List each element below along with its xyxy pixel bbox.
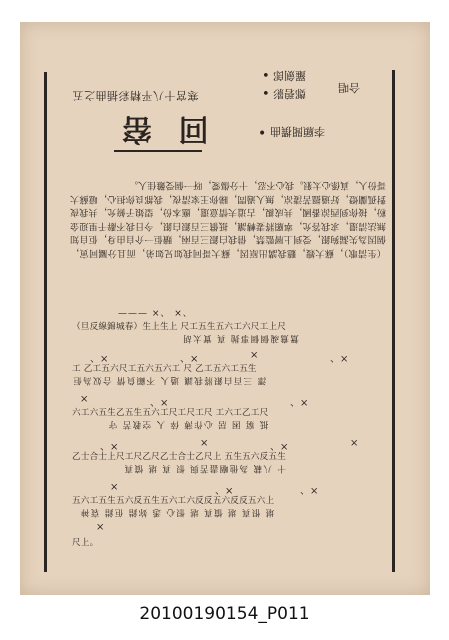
notation-row	[72, 362, 266, 387]
notation-notes: 六工六五生乙五生五六工尺工尺工尺 工六工乙工尺	[72, 408, 269, 418]
beat-mark-icon: 、×	[270, 442, 289, 453]
notation-row	[72, 450, 286, 475]
notation-lyrics: 澤 三百白銀將我讓 過人 不顧負情 合奴為佢	[72, 375, 267, 385]
notation-row	[72, 536, 98, 548]
beat-mark-icon: 、×	[150, 398, 169, 409]
beat-mark-icon: ×	[96, 522, 105, 533]
bullet-icon: •	[262, 68, 270, 84]
beat-mark-icon: ×	[200, 438, 209, 449]
bullet-icon: •	[258, 126, 267, 142]
archive-caption: 20100190154_P011	[139, 604, 310, 624]
notation-row	[72, 494, 274, 519]
singer-name: 羅劍郎	[272, 69, 306, 82]
beat-mark-icon: 、×	[100, 442, 119, 453]
series-header: 寒宮十八平精彩插曲之五	[72, 89, 199, 102]
duet-label: 合唱	[338, 81, 360, 94]
beat-mark-icon: ×	[350, 438, 359, 449]
beat-mark-icon: 、×	[180, 354, 199, 365]
singer-credits	[262, 68, 306, 102]
singer-name: 鄭碧影	[272, 87, 306, 100]
notation-lyrics: 鴛鴦魂個個事抛 真 實太胡	[182, 333, 299, 343]
beat-mark-icon: 、×	[90, 354, 109, 365]
notation-lyrics: 十 八載 為他嗰盡苦與 恨 真 堪 憤真	[123, 463, 286, 473]
beat-mark-icon: 、×	[330, 354, 349, 365]
beat-mark-icon: ×	[80, 394, 89, 405]
notation-row	[72, 320, 299, 345]
arranger-credit: 李願聞撰曲	[270, 125, 325, 138]
notation-row	[72, 406, 268, 431]
notation-notes: 乙士合士上尺工尺乙尺乙士合士乙尺上 五生五六反五生	[72, 452, 286, 462]
bullet-icon: •	[262, 86, 270, 102]
notation-lyrics: 抵 窮 困 居 心作薄 倖 人 空教苦 守	[107, 419, 269, 429]
notation-notes: 五六工五生五六反五生五六工六反反五六反反五六上	[72, 496, 275, 506]
song-title: 回 窑	[114, 111, 209, 146]
beat-mark-icon: 、×	[215, 486, 234, 497]
divider-marks: ——— ×、 ×、	[118, 309, 193, 319]
right-border-rule	[392, 70, 395, 572]
left-border-rule	[44, 72, 47, 572]
title-underline	[114, 150, 202, 152]
beat-mark-icon: ×	[110, 482, 119, 493]
notation-lyrics: 堪 恨真 堪 憤真 堪 恨心 悉 妳錯 佢錯 衰神	[79, 507, 275, 517]
lyrics-paragraph	[70, 178, 386, 260]
lyrics-text: （生清歌），蘇大嫂，聽我講出原因，蘇大哥同我如兄如弟，而且分屬同寅，個因為失漏狗銀，受到上層監禁，借我白銀三百兩，贖佢一介自由身，佢自知無法清還，求我答允，寧願將妻轉讓，抵償三百銀白銀，今日我不辭千里迎金粉，接你到西涼番國，共成親，古道夫情意還，應本份，望娘子俯允，共我夜對孤蘭燈，好過搵苦淒凉，無人過問，睇你王家清夜，我都良你担心，噫蘇大哥份人，真係心太狠。我心不忍，十分傷愛，呀一個受難佳人。	[70, 179, 386, 259]
notation-notes: 工 乙工五六尺工五六五六工 尺 乙工五六工五生	[72, 364, 257, 374]
beat-mark-icon: 、×	[300, 486, 319, 497]
beat-mark-icon: ×	[250, 350, 259, 361]
notation-notes: （旦反線錦城春）生上生上 尺工五生五六工六尺工上尺	[72, 322, 286, 332]
notation-notes: 尺上。	[72, 538, 99, 548]
beat-mark-icon: 、×	[290, 398, 309, 409]
